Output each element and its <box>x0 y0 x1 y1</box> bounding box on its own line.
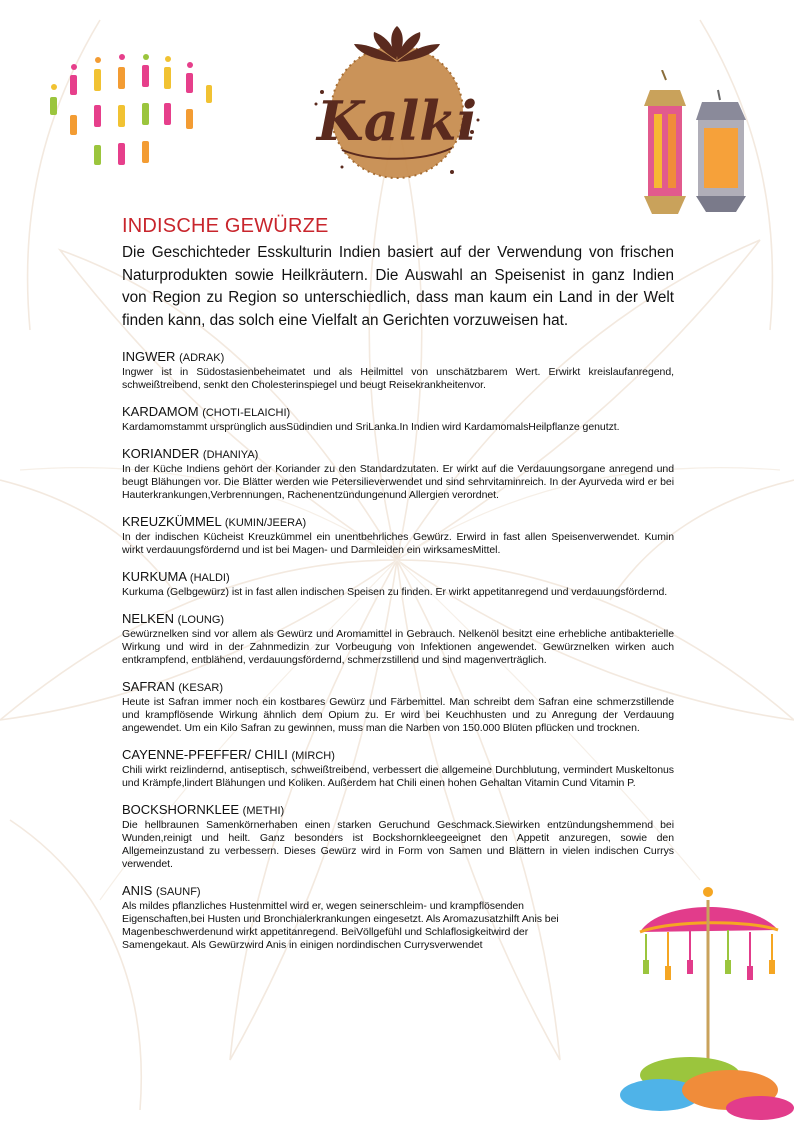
spice-alt-name: (LOUNG) <box>177 614 225 626</box>
spice-name: KREUZKÜMMEL <box>122 514 222 529</box>
spice-heading <box>122 446 674 463</box>
spice-alt-name: (ADRAK) <box>179 352 225 364</box>
spice-alt-name: (KESAR) <box>178 682 223 694</box>
spice-description: Ingwer ist in Südostasienbeheimatet und als Heilmittel von unschätzbarem Wert. Erwirkt kreislaufanregend, schweißtreibend, senkt den Cholesterinspiegel und beugt Reisekrankheitenvor. <box>122 366 674 391</box>
spice-name: KORIANDER <box>122 446 200 461</box>
spice-nelken <box>122 611 674 667</box>
spice-name: NELKEN <box>122 611 175 626</box>
spice-heading <box>122 802 674 819</box>
kalki-logo <box>302 22 492 192</box>
spice-safran <box>122 679 674 735</box>
spice-alt-name: (KUMIN/JEERA) <box>224 517 307 529</box>
spice-alt-name: (DHANIYA) <box>202 449 259 461</box>
spice-heading <box>122 569 674 586</box>
spice-description: Als mildes pflanzliches Hustenmittel wird er, wegen seinerschleim- und krampflösenden Eigenschaften,bei Husten und Bronchialerkrankungen eingesetzt. Als Aromazusatzhilft Anis bei Magenbeschwerdenund wirkt appetitanregend. BeiVöllgefühl und Schlaflosigkeitwird der Samengekaut. Als Gewürzwird Anis in einigen nordindischen Currysverwendet <box>122 900 559 951</box>
spice-name: KARDAMOM <box>122 404 199 419</box>
spice-heading <box>122 404 674 421</box>
spice-name: INGWER <box>122 349 176 364</box>
spice-description: In der Küche Indiens gehört der Koriander zu den Standardzutaten. Er wirkt auf die Verdauungsorgane anregend und beugt Blähungen vor. Die Blätter werden wie Petersilieverwendet und sind sehrvitaminreich. In der Ayurveda wird er bei Hauterkrankungen,Verbrennungen, Rachenentzündungenund Allergien verordnet. <box>122 463 674 501</box>
spice-name: SAFRAN <box>122 679 175 694</box>
logo-text: Kalki <box>316 89 478 153</box>
spice-heading <box>122 883 592 900</box>
spice-description: Kurkuma (Gelbgewürz) ist in fast allen indischen Speisen zu finden. Er wirkt appetitanregend und verdauungsfördernd. <box>122 586 668 598</box>
spice-description: Gewürznelken sind vor allem als Gewürz und Aromamittel in Gebrauch. Nelkenöl besitzt eine erhebliche antibakterielle Wirkung und wird in der Zahnmedizin zur Vorbeugung von Infektionen angewendet. Gewürznelken wirken auch entkrampfend, entblähend, verdauungsfördernd, schmerzstillend und sind magenverträglich. <box>122 628 674 666</box>
spice-description: In der indischen Kücheist Kreuzkümmel ein unentbehrliches Gewürz. Erwird in fast allen Speisenverwendet. Kumin wirkt verdauungsfördernd und ist bei Magen- und Darmleiden ein wirksamesMittel. <box>122 531 674 556</box>
spice-alt-name: (CHOTI-ELAICHI) <box>202 407 291 419</box>
spice-heading <box>122 349 674 366</box>
spice-bockshornklee <box>122 802 674 871</box>
spice-kreuzkuemmel <box>122 514 674 557</box>
spice-alt-name: (SAUNF) <box>155 886 201 898</box>
spice-name: CAYENNE-PFEFFER/ CHILI <box>122 747 288 762</box>
spice-kurkuma <box>122 569 674 599</box>
spice-description: Die hellbraunen Samenkörnerhaben einen starken Geruchund Geschmack.Siewirken entzündungshemmend bei Wunden,reinigt und heilt. Ganz besonders ist Bockshornkleegeeignet den Appetit anzuregen, sowie den Allgemeinzustand zu verbessern. Dieses Gewürz wird in Form von Samen und Blättern in vielen indischen Currys verwendet. <box>122 819 674 870</box>
spice-description: Kardamomstammt ursprünglich ausSüdindien und SriLanka.In Indien wird KardamomalsHeilpflanze genutzt. <box>122 421 620 433</box>
spice-heading <box>122 679 674 696</box>
spice-description: Chili wirkt reizlindernd, antiseptisch, schweißtreibend, verbessert die allgemeine Durchblutung, vermindert Muskeltonus und Krämpfe,lindert Blähungen und Koliken. Außerdem hat Chili einen hohen Gehaltan Vitamin Cund Vitamin P. <box>122 764 674 789</box>
spice-heading <box>122 747 674 764</box>
page-title: INDISCHE GEWÜRZE <box>122 215 329 237</box>
spice-heading <box>122 611 674 628</box>
spice-kardamom <box>122 404 674 434</box>
spice-alt-name: (HALDI) <box>189 572 230 584</box>
spice-chili <box>122 747 674 790</box>
spice-koriander <box>122 446 674 502</box>
spice-ingwer <box>122 349 674 392</box>
spice-name: ANIS <box>122 883 153 898</box>
spice-alt-name: (METHI) <box>242 805 285 817</box>
spice-name: BOCKSHORNKLEE <box>122 802 240 817</box>
spice-alt-name: (MIRCH) <box>291 750 335 762</box>
tassel-garland-illustration <box>40 45 215 180</box>
content <box>122 215 674 964</box>
intro-text: Die Geschichteder Esskulturin Indien basiert auf der Verwendung von frischen Naturprodukten sowie Heilkräutern. Die Auswahl an Speisenist in ganz Indien von Region zu Region so unterschiedlich, dass man kaum ein Land in der Welt finden kann, das solch eine Vielfalt an Gerichten vorzuweisen hat. <box>122 244 674 329</box>
spice-description: Heute ist Safran immer noch ein kostbares Gewürz und Färbemittel. Man schreibt dem Safran eine schmerzstillende und krampflösende Wirkung ähnlich dem Opium zu. Er wird bei Keuchhusten und zu Anregung der Verdauung angewendet. Um ein Kilo Safran zu gewinnen, muss man die Narben von 150.000 Blüten pflücken und trocknen. <box>122 696 674 734</box>
spice-heading <box>122 514 674 531</box>
spice-name: KURKUMA <box>122 569 187 584</box>
lanterns-illustration <box>640 70 755 220</box>
spice-anis <box>122 883 592 952</box>
